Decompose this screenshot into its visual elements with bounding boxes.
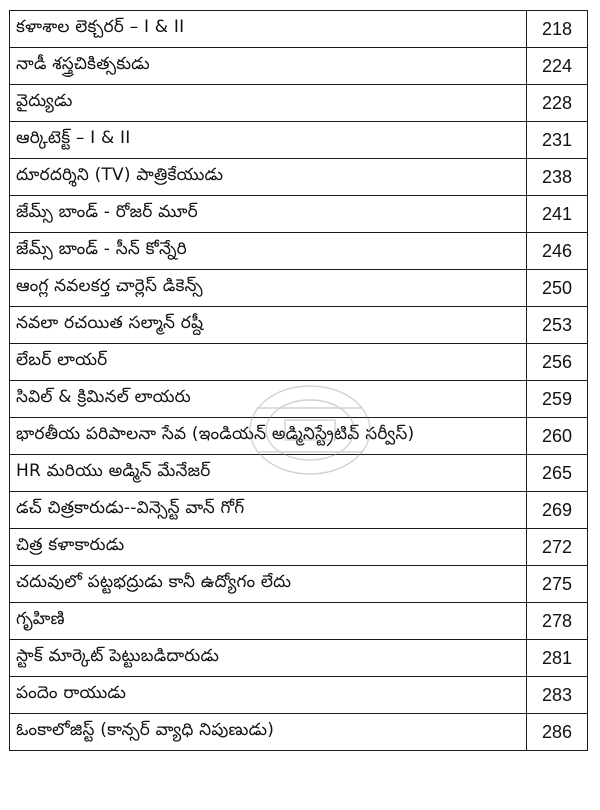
page-number: 265 bbox=[527, 455, 588, 492]
table-row bbox=[10, 714, 588, 751]
table-row bbox=[10, 196, 588, 233]
table-row bbox=[10, 566, 588, 603]
page-number: 260 bbox=[527, 418, 588, 455]
table-row bbox=[10, 344, 588, 381]
table-row bbox=[10, 270, 588, 307]
chapter-title: పందెం రాయుడు bbox=[10, 677, 527, 714]
page-number: 253 bbox=[527, 307, 588, 344]
chapter-title: నాడీ శస్త్రచికిత్సకుడు bbox=[10, 48, 527, 85]
page-number: 272 bbox=[527, 529, 588, 566]
table-row bbox=[10, 455, 588, 492]
chapter-title: జేమ్స్ బాండ్ - సీన్ కోన్నేరి bbox=[10, 233, 527, 270]
page-number: 241 bbox=[527, 196, 588, 233]
chapter-title: లేబర్ లాయర్ bbox=[10, 344, 527, 381]
chapter-title: ఆర్కిటెక్ట్ – I & II bbox=[10, 122, 527, 159]
page-number: 283 bbox=[527, 677, 588, 714]
table-row bbox=[10, 159, 588, 196]
chapter-title: గృహిణి bbox=[10, 603, 527, 640]
page-number: 281 bbox=[527, 640, 588, 677]
table-row bbox=[10, 85, 588, 122]
chapter-title: ఆంగ్ల నవలకర్త చార్లెస్ డికెన్స్ bbox=[10, 270, 527, 307]
page-bottom-margin bbox=[0, 800, 600, 810]
table-row bbox=[10, 122, 588, 159]
page-number: 250 bbox=[527, 270, 588, 307]
table-row bbox=[10, 603, 588, 640]
table-row bbox=[10, 418, 588, 455]
table-row bbox=[10, 48, 588, 85]
page-number: 231 bbox=[527, 122, 588, 159]
chapter-title: చదువులో పట్టభద్రుడు కానీ ఉద్యోగం లేదు bbox=[10, 566, 527, 603]
page-number: 224 bbox=[527, 48, 588, 85]
page-number: 286 bbox=[527, 714, 588, 751]
contents-table bbox=[9, 10, 588, 751]
page-number: 228 bbox=[527, 85, 588, 122]
table-row bbox=[10, 307, 588, 344]
page-number: 275 bbox=[527, 566, 588, 603]
page-number: 259 bbox=[527, 381, 588, 418]
table-row bbox=[10, 381, 588, 418]
page-number: 218 bbox=[527, 11, 588, 48]
table-row bbox=[10, 492, 588, 529]
page-number: 269 bbox=[527, 492, 588, 529]
contents-table-body bbox=[10, 11, 588, 751]
table-row bbox=[10, 677, 588, 714]
chapter-title: నవలా రచయిత సల్మాన్ రష్దీ bbox=[10, 307, 527, 344]
table-row bbox=[10, 11, 588, 48]
chapter-title: జేమ్స్ బాండ్ - రోజర్ మూర్ bbox=[10, 196, 527, 233]
chapter-title: స్టాక్ మార్కెట్ పెట్టుబడిదారుడు bbox=[10, 640, 527, 677]
table-row bbox=[10, 233, 588, 270]
chapter-title: దూరదర్శిని (TV) పాత్రికేయుడు bbox=[10, 159, 527, 196]
table-row bbox=[10, 529, 588, 566]
page-number: 246 bbox=[527, 233, 588, 270]
chapter-title: చిత్ర కళాకారుడు bbox=[10, 529, 527, 566]
page-number: 278 bbox=[527, 603, 588, 640]
chapter-title: కళాశాల లెక్చరర్ – I & II bbox=[10, 11, 527, 48]
chapter-title: వైద్యుడు bbox=[10, 85, 527, 122]
chapter-title: HR మరియు అడ్మిన్ మేనేజర్ bbox=[10, 455, 527, 492]
chapter-title: డచ్ చిత్రకారుడు--విన్సెన్ట్ వాన్ గోగ్ bbox=[10, 492, 527, 529]
page-number: 256 bbox=[527, 344, 588, 381]
chapter-title: ఓంకాలోజిస్ట్ (కాన్సర్ వ్యాధి నిపుణుడు) bbox=[10, 714, 527, 751]
page-number: 238 bbox=[527, 159, 588, 196]
table-row bbox=[10, 640, 588, 677]
chapter-title: సివిల్ & క్రిమినల్ లాయరు bbox=[10, 381, 527, 418]
chapter-title: భారతీయ పరిపాలనా సేవ (ఇండియన్ అడ్మినిస్ట్రేటివ్ సర్వీస్) bbox=[10, 418, 527, 455]
